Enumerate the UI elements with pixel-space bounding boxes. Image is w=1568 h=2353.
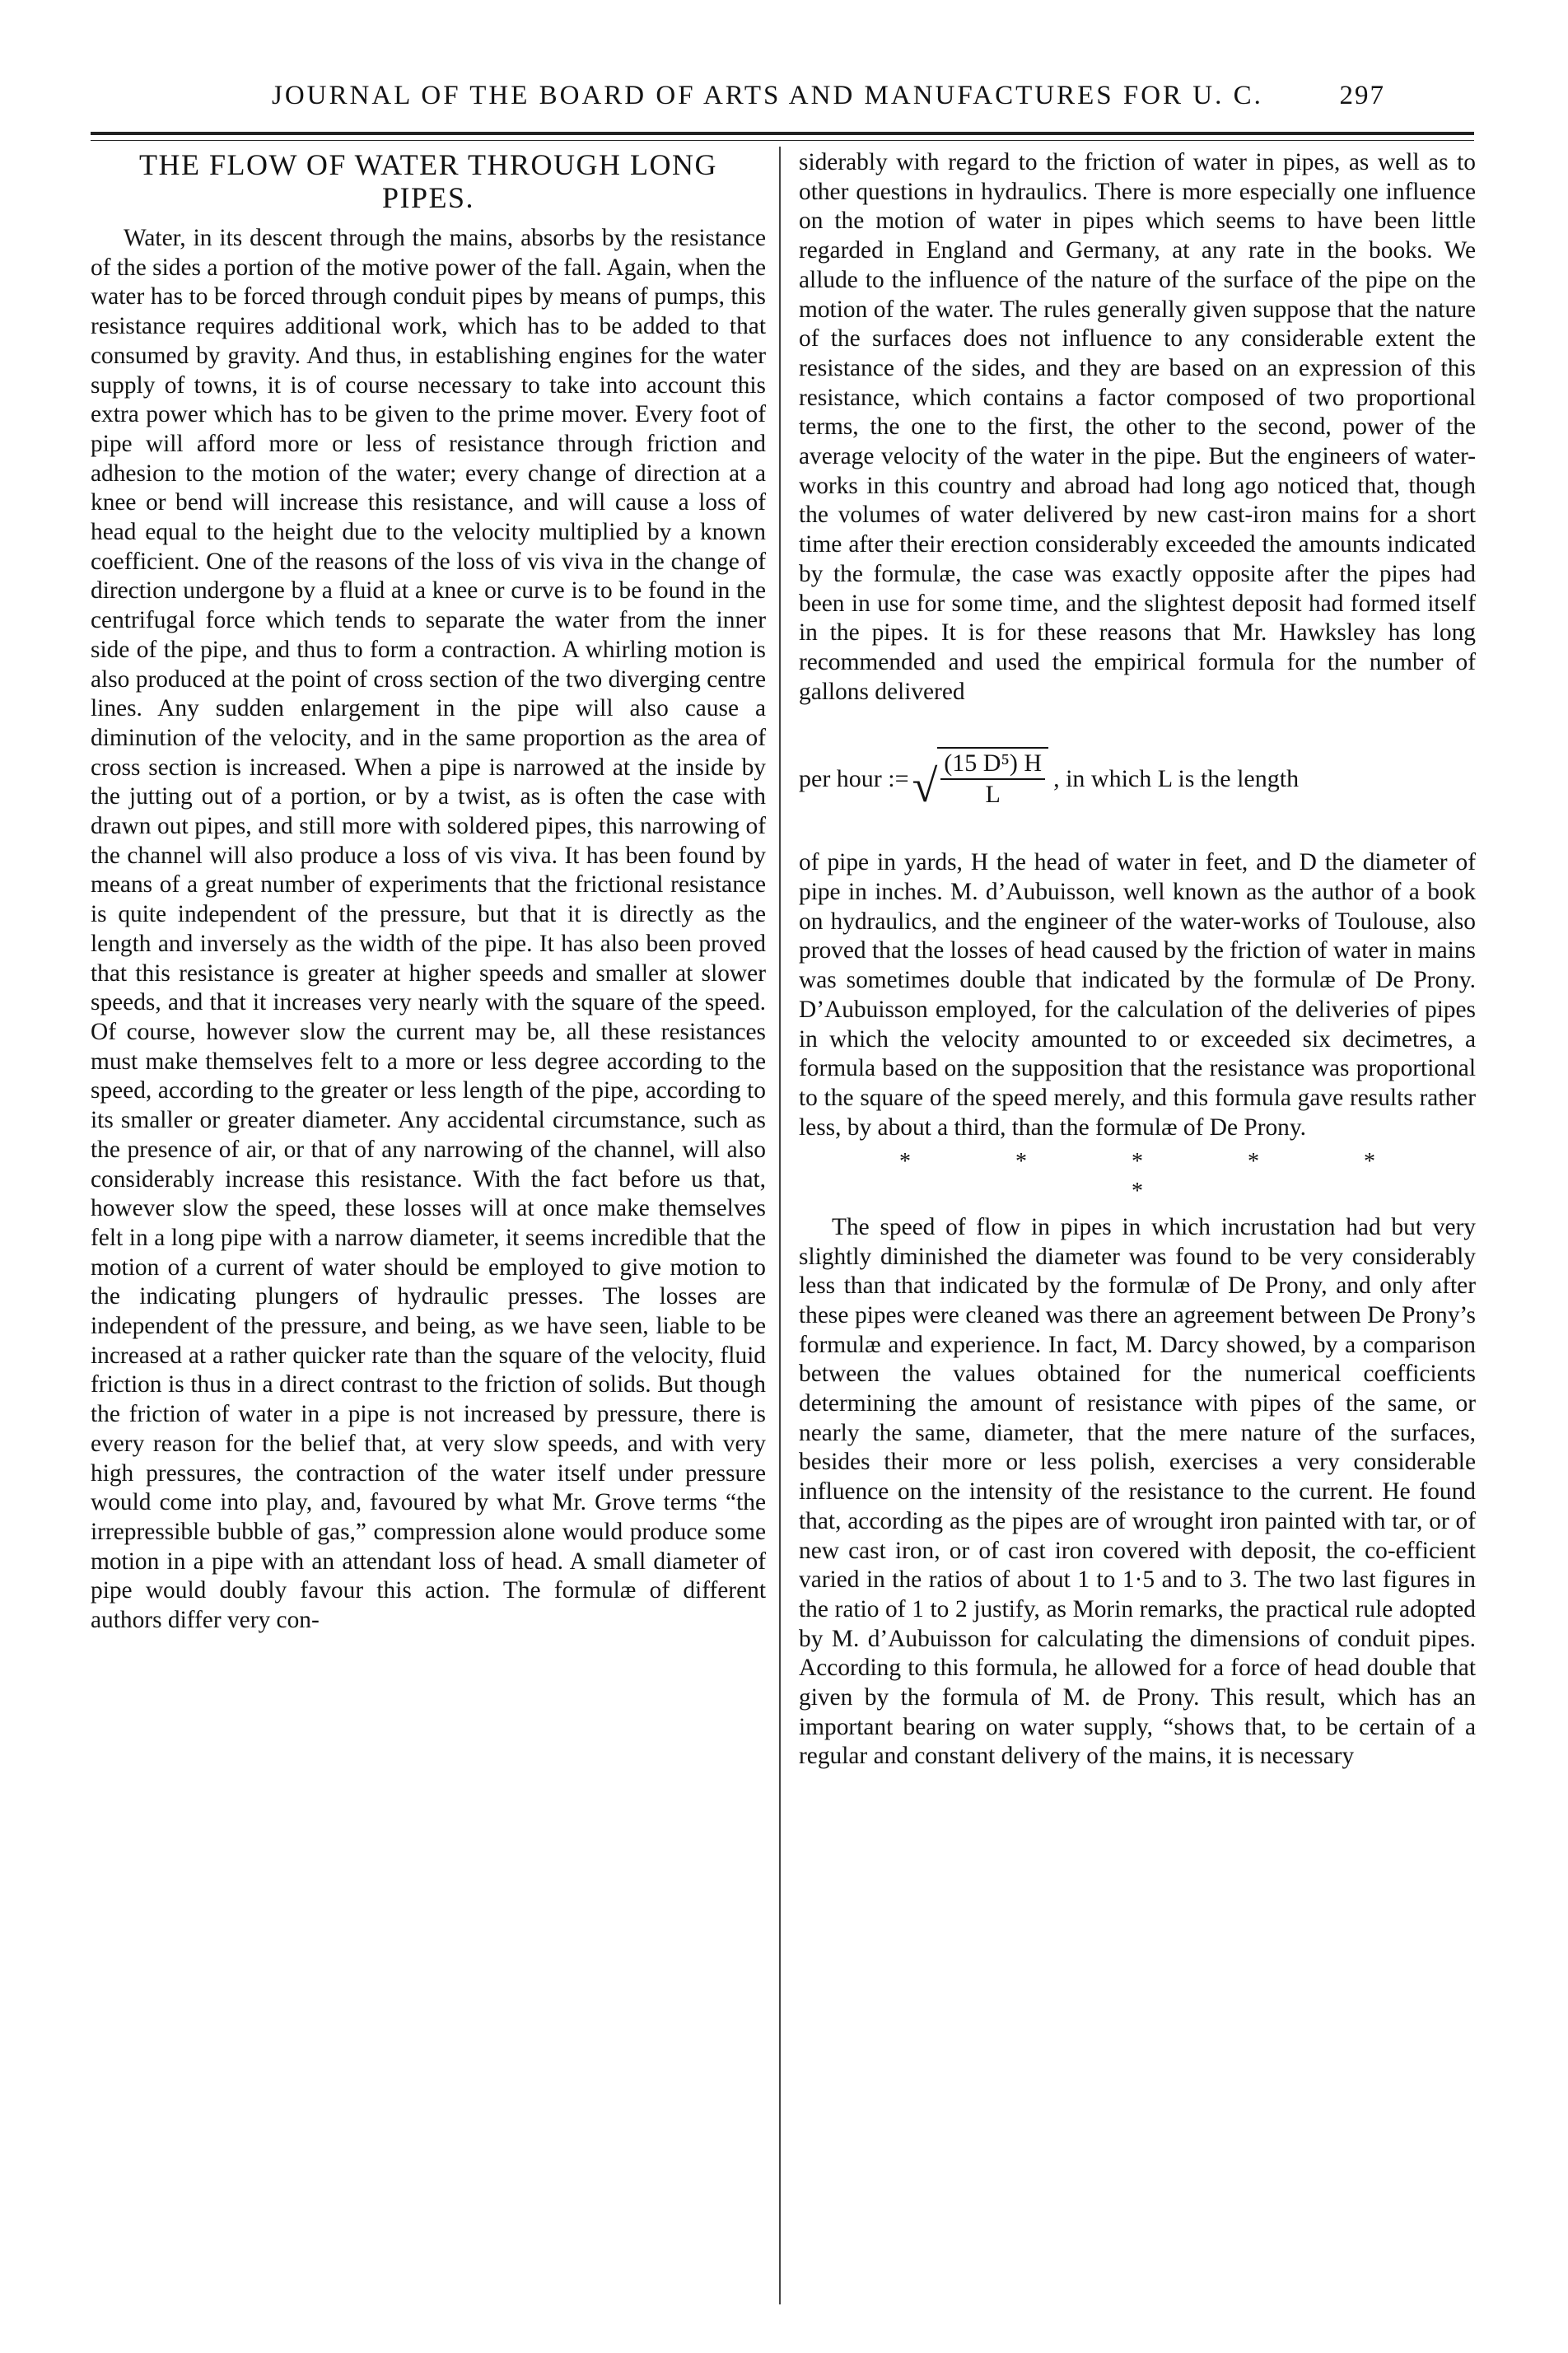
- left-column: [91, 148, 766, 1636]
- left-paragraph: Water, in its descent through the mains, absorbs by the resistance of the sides a portion of the motive power of the fall. Again, when the water has to be forced through conduit pipes by means of pumps, this resistance requires additional work, which has to be added to that consumed by gravity. And thus, in establishing engines for the water supply of towns, it is of course necessary to take into account this extra power which has to be given to the prime mover. Every foot of pipe will afford more or less of resistance through friction and adhesion to the motion of the water; every change of direction at a knee or bend will increase this resistance, and will cause a loss of head equal to the height due to the velocity multiplied by a known coefficient. One of the reasons of the loss of vis viva in the change of direction undergone by a fluid at a knee or curve is to be found in the centrifugal force which tends to separate the water from the inner side of the pipe, and thus to form a contraction. A whirling motion is also produced at the point of cross section of the two diverging centre lines. Any sudden enlargement in the pipe will also cause a diminution of the velocity, and in the same proportion as the area of cross section is increased. When a pipe is narrowed at the inside by the jutting out of a portion, or by a twist, as is often the case with drawn out pipes, and still more with soldered pipes, this narrowing of the channel will also produce a loss of vis viva. It has been found by means of a great number of experiments that the frictional resistance is quite independent of the pressure, but that it is directly as the length and inversely as the width of the pipe. It has also been proved that this resistance is greater at higher speeds and smaller at slower speeds, and that it increases very nearly with the square of the speed. Of course, however slow the current may be, all these resistances must make themselves felt to a more or less degree according to the speed, according to the greater or less length of the pipe, according to its smaller or greater diameter. Any accidental circumstance, such as the presence of air, or that of any narrowing of the channel, will also considerably increase this resistance. With the fact before us that, however slow the speed, these losses will at once make themselves felt in a long pipe with a narrow diameter, it seems incredible that the motion of a current of water should be employed to give motion to the indicating plungers of hydraulic presses. The losses are independent of the pressure, and being, as we have seen, liable to be increased at a rather quicker rate than the square of the velocity, fluid friction is thus in a direct contrast to the friction of solids. But though the friction of water in a pipe is not increased by pressure, there is every reason for the belief that, at very slow speeds, and with very high pressures, the contraction of the water itself under pressure would come into play, and, favoured by what Mr. Grove terms “the irrepressible bubble of gas,” compression alone would produce some motion in a pipe with an attendant loss of head. A small diameter of pipe would doubly favour this action. The formulæ of different authors differ very con-: [91, 225, 766, 1634]
- article-title: THE FLOW OF WATER THROUGH LONG PIPES.: [139, 148, 717, 214]
- formula-numerator: (15 D⁵) H: [940, 749, 1045, 780]
- page-number: 297: [1339, 81, 1385, 110]
- running-title: JOURNAL OF THE BOARD OF ARTS AND MANUFACTURES FOR U. C.: [272, 81, 1263, 110]
- header-rule-thin: [91, 140, 1474, 141]
- column-divider: [779, 147, 781, 2304]
- hawksley-formula: [799, 717, 1476, 840]
- radical-sign-icon: √: [912, 761, 938, 813]
- formula-tail: , in which L is the length: [1053, 764, 1300, 792]
- right-column: [799, 148, 1476, 1772]
- right-paragraph-2: of pipe in yards, H the head of water in feet, and D the diameter of pipe in inches. M. d’Aubuisson, well known as the author of a book on hydraulics, and the engineer of the water-works of Toulouse, also proved that the losses of head caused by the friction of water in mains was sometimes double that indicated by the formulæ of De Prony. D’Aubuisson employed, for the calculation of the deliveries of pipes in which the velocity amounted to or exceeded six decimetres, a formula based on the supposition that the resistance was proportional to the square of the speed merely, and this formula gave results rather less, by about a third, than the formulæ of De Prony.: [799, 849, 1476, 1141]
- formula-denominator: L: [985, 781, 1001, 809]
- header-rule-thick: [91, 132, 1474, 135]
- section-break-stars: * * * * * *: [899, 1149, 1425, 1205]
- formula-fraction: [937, 747, 1048, 810]
- right-paragraph-1: siderably with regard to the friction of water in pipes, as well as to other questions in hydraulics. There is more especially one influence on the motion of water in pipes which seems to have been little regarded in England and Germany, at any rate in the books. We allude to the influence of the nature of the surface of the pipe on the motion of the water. The rules generally given suppose that the nature of the surfaces does not influence to any considerable extent the resistance of the sides, and they are based on an expression of this resistance, which contains a factor composed of two proportional terms, the one to the first, the other to the second, power of the average velocity of the water in the pipe. But the engineers of water-works in this country and abroad had long ago noticed that, though the volumes of water delivered by new cast-iron mains for a short time after their erection considerably exceeded the amounts indicated by the formulæ, the case was exactly opposite after the pipes had been in use for some time, and the slightest deposit had formed itself in the pipes. It is for these reasons that Mr. Hawksley has long recommended and used the empirical formula for the number of gallons delivered: [799, 149, 1476, 705]
- running-head: [272, 81, 1392, 130]
- right-paragraph-3: The speed of flow in pipes in which incrustation had but very slightly diminished the diameter was found to be very considerably less than that indicated by the formulæ of De Prony, and only after these pipes were cleaned was there an agreement between De Prony’s formulæ and experience. In fact, M. Darcy showed, by a comparison between the values obtained for the numerical coefficients determining the amount of resistance with pipes of the same, or nearly the same, diameter, that the mere nature of the surfaces, besides their more or less polish, exercises a very considerable influence on the intensity of the resistance to the current. He found that, according as the pipes are of wrought iron painted with tar, or of new cast iron, or of cast iron covered with deposit, the co-efficient varied in the ratios of about 1 to 1·5 and to 3. The two last figures in the ratio of 1 to 2 justify, as Morin remarks, the practical rule adopted by M. d’Aubuisson for calculating the dimensions of conduit pipes. According to this formula, he allowed for a force of head double that given by the formula of M. de Prony. This result, which has an important bearing on water supply, “shows that, to be certain of a regular and constant delivery of the mains, it is necessary: [799, 1213, 1476, 1770]
- square-root: [912, 747, 1049, 813]
- formula-lead: per hour :=: [799, 764, 909, 792]
